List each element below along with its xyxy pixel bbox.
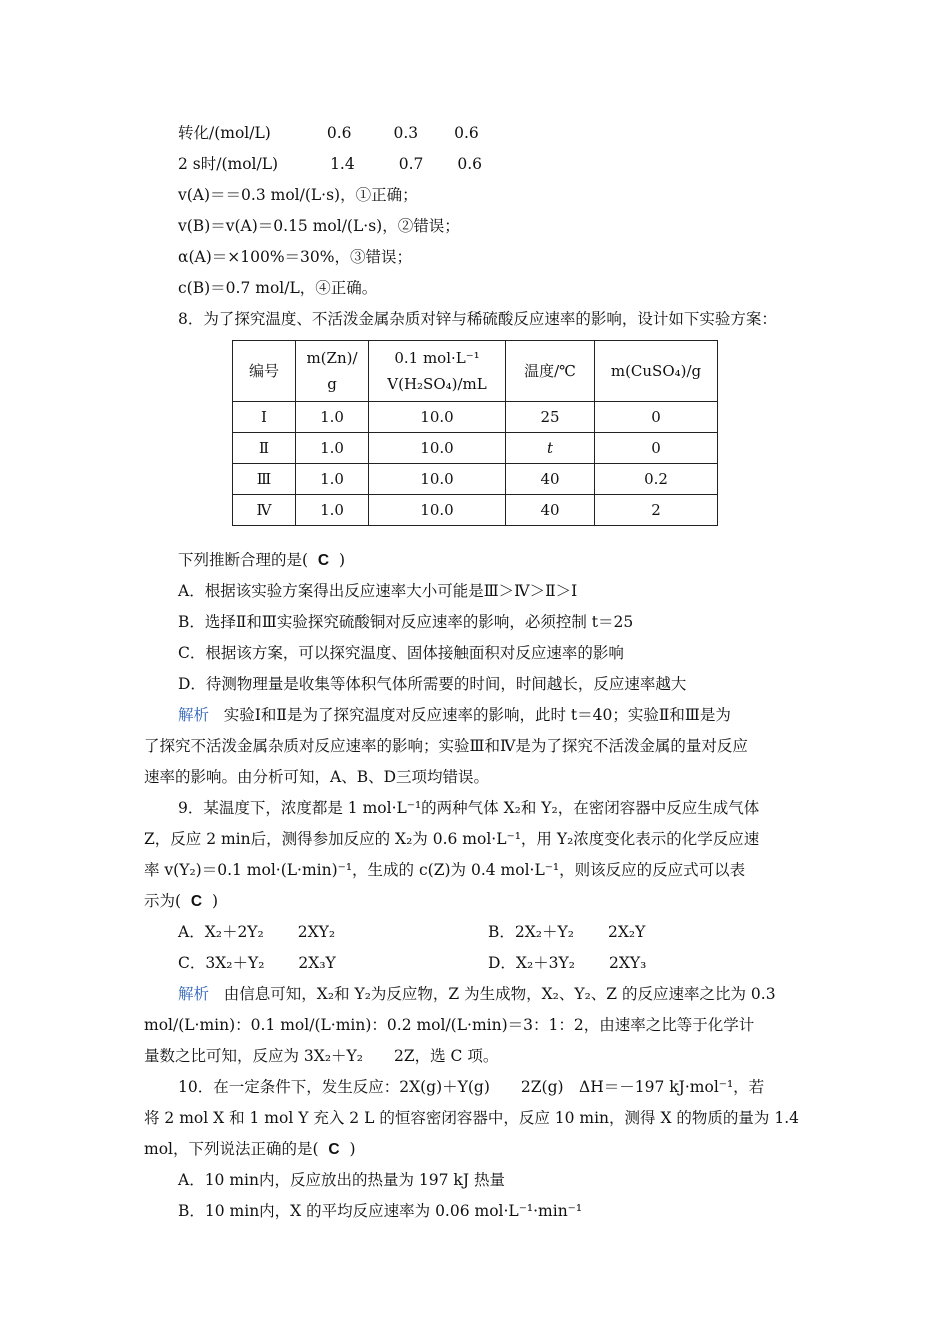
table-row (233, 433, 718, 464)
table-cell: 10.0 (369, 464, 506, 495)
header-mcuso4: m(CuSO₄)/g (595, 341, 718, 402)
calc-line-vb: v(B)＝v(A)＝0.15 mol/(L·s)，②错误； (178, 217, 460, 235)
table-cell: t (506, 433, 595, 464)
explanation-label: 解析 (178, 706, 210, 724)
calc-line-alpha: α(A)＝×100%＝30%，③错误； (178, 248, 413, 266)
header-volume: 0.1 mol·L⁻¹ V(H₂SO₄)/mL (369, 341, 506, 402)
table-cell: Ⅳ (233, 495, 296, 526)
table-cell: Ⅰ (233, 402, 296, 433)
q8-option-c: C．根据该方案，可以探究温度、固体接触面积对反应速率的影响 (178, 644, 624, 662)
q8-stem: 8．为了探究温度、不活泼金属杂质对锌与稀硫酸反应速率的影响，设计如下实验方案： (178, 310, 777, 328)
q9-stem-1: 9．某温度下，浓度都是 1 mol·L⁻¹的两种气体 X₂和 Y₂，在密闭容器中反应生成气体 (178, 799, 760, 817)
q10-option-b: B．10 min内，X 的平均反应速率为 0.06 mol·L⁻¹·min⁻¹ (178, 1202, 583, 1220)
experiment-table (232, 340, 718, 526)
q9-stem-2: Z，反应 2 min后，测得参加反应的 X₂为 0.6 mol·L⁻¹，用 Y₂浓度变化表示的化学反应速 (144, 830, 760, 848)
q9-explanation-3: 量数之比可知，反应为 3X₂＋Y₂ 2Z，选 C 项。 (144, 1047, 499, 1065)
q9-explanation-1: 解析 由信息可知，X₂和 Y₂为反应物，Z 为生成物，X₂、Y₂、Z 的反应速率之比为 0.3 (178, 985, 776, 1003)
calc-row-1: 转化/(mol/L) 0.6 0.3 0.6 (178, 124, 479, 142)
calc-row-2: 2 s时/(mol/L) 1.4 0.7 0.6 (178, 155, 483, 173)
calc-line-va: v(A)＝＝0.3 mol/(L·s)，①正确； (178, 186, 418, 204)
table-header-row (233, 341, 718, 402)
q9-option-a: A．X₂＋2Y₂ 2XY₂ (178, 923, 336, 941)
table-cell: 25 (506, 402, 595, 433)
table-cell: 0 (595, 433, 718, 464)
table-row (233, 464, 718, 495)
q9-stem-4: 示为( C ) (144, 892, 219, 910)
q9-explanation-2: mol/(L·min)：0.1 mol/(L·min)：0.2 mol/(L·min)＝3：1：2，由速率之比等于化学计 (144, 1016, 755, 1034)
header-id: 编号 (233, 341, 296, 402)
q8-explanation-3: 速率的影响。由分析可知，A、B、D三项均错误。 (144, 768, 490, 786)
table-cell: 40 (506, 495, 595, 526)
table-row (233, 402, 718, 433)
q8-explanation-2: 了探究不活泼金属杂质对反应速率的影响；实验Ⅲ和Ⅳ是为了探究不活泼金属的量对反应 (144, 737, 748, 755)
q8-option-b: B．选择Ⅱ和Ⅲ实验探究硫酸铜对反应速率的影响，必须控制 t＝25 (178, 613, 634, 631)
q8-option-a: A．根据该实验方案得出反应速率大小可能是Ⅲ＞Ⅳ＞Ⅱ＞Ⅰ (178, 582, 578, 600)
q8-option-d: D．待测物理量是收集等体积气体所需要的时间，时间越长，反应速率越大 (178, 675, 687, 693)
table-cell: 0 (595, 402, 718, 433)
explanation-label: 解析 (178, 985, 210, 1003)
q9-option-d: D．X₂＋3Y₂ 2XY₃ (488, 954, 647, 972)
table-cell: 1.0 (296, 495, 369, 526)
table-cell: 2 (595, 495, 718, 526)
table-cell: 10.0 (369, 402, 506, 433)
q10-stem-3: mol，下列说法正确的是( C ) (144, 1140, 356, 1158)
q9-option-b: B．2X₂＋Y₂ 2X₂Y (488, 923, 646, 941)
table-cell: Ⅲ (233, 464, 296, 495)
q10-answer: C (328, 1141, 340, 1158)
header-mzn: m(Zn)/ g (296, 341, 369, 402)
q9-option-c: C．3X₂＋Y₂ 2X₃Y (178, 954, 336, 972)
q10-option-a: A．10 min内，反应放出的热量为 197 kJ 热量 (178, 1171, 505, 1189)
table-cell: 10.0 (369, 433, 506, 464)
table-cell: 1.0 (296, 402, 369, 433)
calc-line-cb: c(B)＝0.7 mol/L，④正确。 (178, 279, 378, 297)
table-cell: 1.0 (296, 464, 369, 495)
table-cell: 10.0 (369, 495, 506, 526)
q9-stem-3: 率 v(Y₂)＝0.1 mol·(L·min)⁻¹，生成的 c(Z)为 0.4 mol·L⁻¹，则该反应的反应式可以表 (144, 861, 746, 879)
q8-ask: 下列推断合理的是( C ) (178, 551, 346, 569)
table-cell: 1.0 (296, 433, 369, 464)
q10-stem-1: 10．在一定条件下，发生反应：2X(g)＋Y(g) 2Z(g) ΔH＝－197 kJ·mol⁻¹，若 (178, 1078, 765, 1096)
table-cell: Ⅱ (233, 433, 296, 464)
q8-explanation-1: 解析 实验Ⅰ和Ⅱ是为了探究温度对反应速率的影响，此时 t＝40；实验Ⅱ和Ⅲ是为 (178, 706, 731, 724)
table-cell: 40 (506, 464, 595, 495)
header-temperature: 温度/℃ (506, 341, 595, 402)
table-row (233, 495, 718, 526)
table-cell: 0.2 (595, 464, 718, 495)
q9-answer: C (190, 893, 203, 910)
q8-answer: C (317, 552, 330, 569)
q10-stem-2: 将 2 mol X 和 1 mol Y 充入 2 L 的恒容密闭容器中，反应 10 min，测得 X 的物质的量为 1.4 (144, 1109, 799, 1127)
